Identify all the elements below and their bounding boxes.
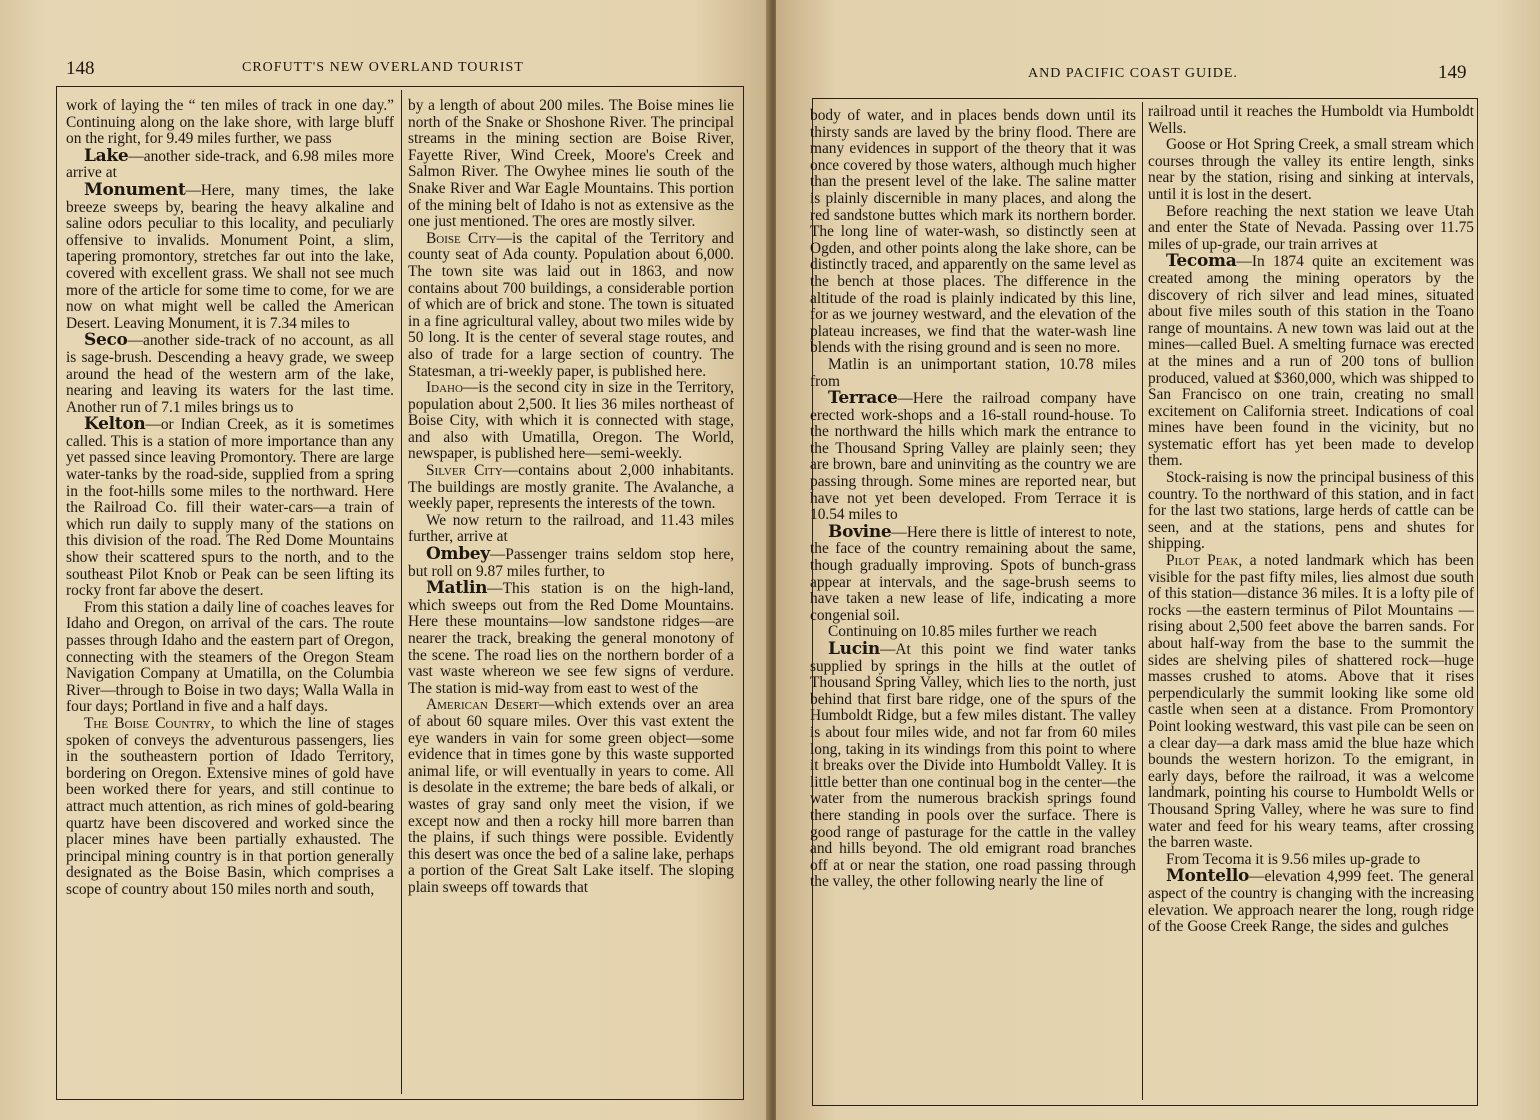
paragraph-text: —This station is on the high-land, which sweeps out from the Red Dome Mountains. Here these mountains—low sandstone ridges—are nearer the track, breaking the general monotony of the scene. The road lies on the northern border of a vast waste whereon we see few signs of verdure. The station is mid-way from east to west of the <box>408 580 734 697</box>
paragraph <box>408 463 734 513</box>
paragraph-text: to which the line of stages spoken of conveys the adventurous passengers, lies in the southeastern portion of Idado Territory, bordering on Oregon. Extensive mines of gold have been worked there for years, and still continue to attract much attention, as rich mines of gold-bearing quartz have been discovered and worked since the placer mines have been partially exhausted. The principal mining country is in that portion generally designated as the Boise Basin, which comprises a scope of country about 150 miles north and south, <box>66 714 394 898</box>
paragraph-text: —elevation 4,999 feet. The general aspect of the country is changing with the increasing elevation. We approach nearer the long, rough ridge of the Goose Creek Range, the sides and gulches <box>1148 868 1474 936</box>
paragraph-text: work of laying the “ ten miles of track in one day.” Continuing along on the lake shore, with large bluff on the right, for 9.49 miles further, we pass <box>66 98 394 148</box>
station-name: Ombey <box>426 544 490 565</box>
station-name: Seco <box>84 330 128 351</box>
paragraph <box>810 108 1136 357</box>
paragraph-text: —Here, many times, the lake breeze sweeps by, bearing the heavy alkaline and saline odors peculiar to this locality, and peculiarly offensive to invalids. Monument Point, a slim, tapering promontory, stretches far out into the lake, covered with excellent grass. We shall not see much more of the article for some time to come, for we are now on what might well be called the American Desert. Leaving Monument, it is 7.34 miles to <box>66 181 394 332</box>
station-name: Montello <box>1166 866 1250 887</box>
small-caps-heading: Boise City <box>426 229 497 247</box>
paragraph <box>66 600 394 716</box>
column-divider <box>401 90 402 1094</box>
paragraph <box>66 716 394 899</box>
page-number: 149 <box>1438 62 1467 83</box>
station-name: Monument <box>84 179 186 200</box>
paragraph-text: —which extends over an area of about 60 square miles. Over this vast extent the eye wanders in vain for some green object—some evidence that in times gone by this waste supported animal life, or will eventually in years to come. All is desolate in the extreme; the bare beds of alkali, or wastes of gray sand only meet the vision, if we except now and then a rocky hill more barren than the plains, if such things were possible. Evidently this desert was once the bed of a saline lake, perhaps a portion of the Great Salt Lake itself. The sloping plain sweeps off towards that <box>408 696 734 896</box>
small-caps-heading: Pilot Peak, <box>1166 552 1243 570</box>
paragraph-text: —is the capital of the Territory and county seat of Ada county. Population about 6,000. The town site was laid out in 1863, and now contains about 700 buildings, a considerable portion of which are of brick and stone. The town is situated in a fine agricultural valley, about two miles wide by 50 long. It is the center of several stage routes, and also of trade for a large section of country. The Statesman, a tri-weekly paper, is published here. <box>408 229 734 380</box>
paragraph <box>810 521 1136 625</box>
paragraph <box>408 546 734 580</box>
station-name: Tecoma <box>1166 251 1237 272</box>
paragraph <box>810 390 1136 524</box>
column-divider <box>1142 102 1143 1100</box>
paragraph-text: —Passenger trains seldom stop here, but roll on 9.87 miles further, to <box>408 546 734 580</box>
paragraph <box>1148 137 1474 203</box>
station-name: Terrace <box>828 388 898 409</box>
paragraph <box>408 697 734 896</box>
station-name: Lucin <box>828 639 880 659</box>
paragraph-text: Before reaching the next station we leave Utah and enter the State of Nevada. Passing over 11.75 miles of up-grade, our train arrives at <box>1148 202 1474 253</box>
paragraph-text: body of water, and in places bends down until its thirsty sands are laved by the briny flood. There are many evidences in support of the theory that it was once covered by those waters, although much higher than the present level of the lake. The saline matter is plainly discernible in many places, and along the red sandstone buttes which mark its northern border. The long line of water-wash, so distinctly seen at Ogden, and other points along the lake shore, can be distinctly traced, and apparently on the same level as the bench at those places. The difference in the altitude of the road is plainly indicated by this line, for as we journey westward, and the elevation of the plateau increases, we find that the water-wash line blends with the rising ground and is seen no more. <box>810 108 1136 357</box>
paragraph <box>1148 204 1474 254</box>
paragraph-text: Continuing on 10.85 miles further we reach <box>828 623 1097 641</box>
paragraph-text: We now return to the railroad, and 11.43 miles further, arrive at <box>408 511 734 546</box>
text-column-left-1 <box>66 98 394 1096</box>
paragraph-text: Stock-raising is now the principal business of this country. To the northward of this station, and in fact for the last two stations, large herds of cattle can be seen, and at the stations, pens and shutes for shipping. <box>1148 469 1474 553</box>
text-column-right-2 <box>1148 104 1474 1102</box>
small-caps-heading: American Desert <box>426 696 539 714</box>
paragraph <box>1148 553 1474 852</box>
station-name: Lake <box>84 145 129 166</box>
paragraph-text: —is the second city in size in the Territory, population about 2,500. It lies 36 miles northeast of Boise City, with which it is connected with stage, and also with Umatilla, Oregon. The World, newspaper, is published here—semi-weekly. <box>408 379 734 463</box>
paragraph <box>66 416 394 600</box>
small-caps-heading: Silver City <box>426 462 503 480</box>
paragraph-text: —another side-track, and 6.98 miles more arrive at <box>66 147 394 182</box>
paragraph-text: —contains about 2,000 inhabitants. The buildings are mostly granite. The Avalanche, a weekly paper, represents the interests of the town. <box>408 462 734 513</box>
paragraph-text: a noted landmark which has been visible for the past fifty miles, lies almost due south of this station—distance 36 miles. It is a lofty pile of rocks —the eastern terminus of Pilot Mountains —rising about 2,500 feet above the barren sands. For about half-way from the base to the summit the sides are shelving piles of shattered rock—huge masses crushed to atoms. Above that it rises perpendicularly the summit looking like some old castle when seen at a distance. From Promontory Point looking westward, this vast pile can be seen on a clear day—a dark mass amid the blue haze which bounds the western horizon. To the emigrant, in early days, before the railroad, it was a welcome landmark, pointing his course to Humboldt Wells or Thousand Spring Valley, where he was sure to find water and feed for his weary teams, after crossing the barren waste. <box>1148 552 1474 852</box>
text-column-right-1 <box>810 108 1136 1102</box>
station-name: Bovine <box>828 521 892 542</box>
paragraph-text: From this station a daily line of coaches leaves for Idaho and Oregon, on arrival of the cars. The route passes through Idaho and the eastern part of Oregon, connecting with the steamers of the Oregon Steam Navigation Company at Umatilla, on the Columbia River—through to Boise in two days; Walla Walla in four days; Portland in five and a half days. <box>66 598 394 716</box>
paragraph-text: railroad until it reaches the Humboldt via Humboldt Wells. <box>1148 104 1474 137</box>
paragraph <box>408 513 734 546</box>
paragraph <box>1148 253 1474 470</box>
paragraph-text: —or Indian Creek, as it is sometimes called. This is a station of more importance than any yet passed since leaving Promontory. There are large water-tanks by the road-side, supplied from a spring in the foot-hills some miles to the northward. Here the Railroad Co. fill their water-cars—a train of which run daily to supply many of the stations on this division of the road. The Red Dome Mountains show their scattered spurs to the north, and to the southeast Pilot Knob or Peak can be seen lifting its rocky front far above the desert. <box>66 416 394 600</box>
paragraph <box>810 641 1136 891</box>
paragraph-text: by a length of about 200 miles. The Boise mines lie north of the Snake or Shoshone River. The principal streams in the mining section are Boise River, Fayette River, Wind Creek, Moore's Creek and Salmon River. The Owyhee mines lie south of the Snake River and War Eagle Mountains. This portion of the mining belt of Idaho is not as extensive as the one just mentioned. The ores are mostly silver. <box>408 98 734 231</box>
paragraph <box>66 179 394 332</box>
paragraph-text: From Tecoma it is 9.56 miles up-grade to <box>1166 850 1421 868</box>
paragraph <box>810 357 1136 390</box>
paragraph <box>1148 470 1474 553</box>
paragraph-text: —At this point we find water tanks supplied by springs in the hills at the outlet of Thousand Spring Valley, which lies to the north, just behind that first bare ridge, one of the spurs of the Humboldt Ridge, but a few miles distant. The valley is about four miles wide, and not far from 60 miles long, taking in its windings from this point to where it breaks over the Divide into Humboldt Valley. It is little better than one continual bog in the center—the water from the numerous brackish springs found there standing in pools over the surface. There is good range of pasturage for the cattle in the valley and hills beyond. The old emigrant road branches off at or near the station, one road passing through the valley, the other following nearly the line of <box>810 641 1136 891</box>
small-caps-heading: The Boise Country, <box>84 714 215 732</box>
paragraph-text: —Here the railroad company have erected work-shops and a 16-stall round-house. To the northward the hills which mark the entrance to the Thousand Spring Valley are plainly seen; they are brown, bare and uninviting as the country we are passing through. Some mines are reported near, but have not yet been developed. From Terrace it is 10.54 miles to <box>810 390 1136 524</box>
paragraph <box>1148 868 1474 935</box>
paragraph <box>408 580 734 697</box>
paragraph <box>408 380 734 463</box>
paragraph <box>66 332 394 416</box>
paragraph <box>1148 104 1474 137</box>
small-caps-heading: Idaho <box>426 379 463 397</box>
paragraph-text: —In 1874 quite an excitement was created among the mining operators by the discovery of rich silver and lead mines, situated about five miles south of this station in the Toano range of mountains. A new town was laid out at the mines—called Buel. A smelting furnace was erected at the mines and a run of 200 tons of bullion produced, valued at $360,000, which was shipped to San Francisco on one train, creating no small excitement on California street. Indications of coal mines have been found in the vicinity, but no systematic effort has yet been made to develop them. <box>1148 253 1474 470</box>
station-name: Kelton <box>84 414 146 435</box>
station-name: Matlin <box>426 578 488 599</box>
running-head: AND PACIFIC COAST GUIDE. <box>1028 66 1238 81</box>
right-page <box>776 0 1540 1120</box>
page-number: 148 <box>66 58 95 79</box>
paragraph <box>408 98 734 231</box>
paragraph-text: —another side-track of no account, as all is sage-brush. Descending a heavy grade, we sweep around the head of the western arm of the lake, nearing and leaving its waters for the last time. Another run of 7.1 miles brings us to <box>66 332 394 416</box>
paragraph-text: Goose or Hot Spring Creek, a small stream which courses through the valley its entire length, sinks near by the station, rising and sinking at intervals, until it is lost in the desert. <box>1148 136 1474 203</box>
paragraph <box>66 145 394 182</box>
running-head: CROFUTT'S NEW OVERLAND TOURIST <box>242 60 524 75</box>
text-column-left-2 <box>408 98 734 1096</box>
paragraph <box>66 98 394 148</box>
paragraph-text: —Here there is little of interest to note, the face of the country remaining about the same, though gradually improving. Spots of bunch-grass appear at intervals, and the sage-brush seems to have taken a new lease of life, indicating a more congenial soil. <box>810 523 1136 624</box>
paragraph-text: Matlin is an unimportant station, 10.78 miles from <box>810 355 1136 390</box>
paragraph <box>408 231 734 380</box>
